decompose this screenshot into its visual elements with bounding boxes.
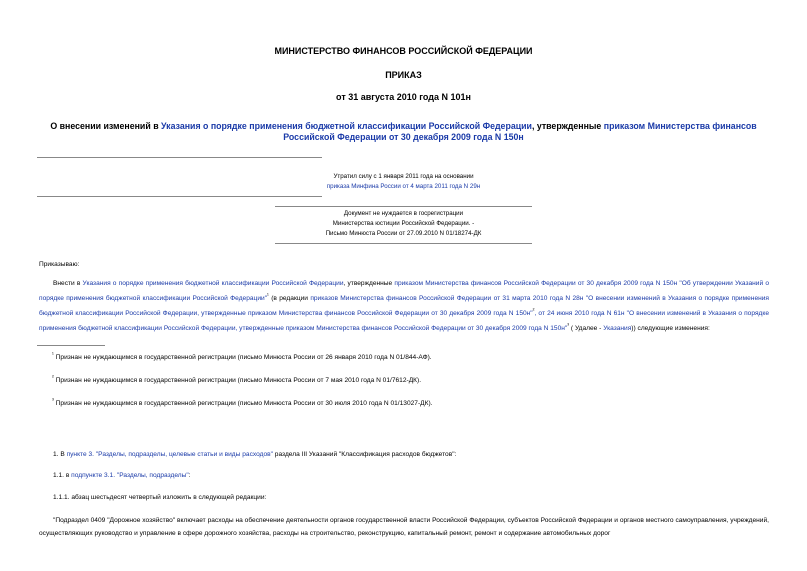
item-1-1-link[interactable]: подпункте 3.1. "Разделы, подразделы" (71, 472, 189, 479)
item-1-link[interactable]: пункте 3. "Разделы, подразделы, целевые статьи и виды расходов" (66, 451, 273, 458)
intro-link-order-61n[interactable]: , от 24 июня 2010 года N 61н "О внесении изменений в Указания о порядке применения бюджетной классификации Российской Федерации, утвержденные приказом Министерства финансов Российской Федерации от 30 декабря 2009 года N 150н" (39, 310, 769, 333)
footnote-mark: ² (52, 375, 54, 381)
footnote-mark: ³ (52, 398, 54, 404)
intro-text-5: ( Удалее - (569, 325, 604, 333)
title-text-2: , утвержденные (531, 121, 604, 131)
item-1 (53, 449, 456, 461)
intro-link-order-28n[interactable]: приказов Министерства финансов Российской Федерации от 31 марта 2010 года N 28н "О внесении изменений в Указания о порядке применения бюджетной классификации Российской Федерации, утвержденные приказом Министерства финансов Российской Федерации от 30 декабря 2009 года N 150н" (39, 295, 770, 318)
registration-note (275, 209, 532, 239)
footnote-2 (52, 373, 421, 387)
order-word: Приказываю: (39, 261, 80, 268)
footnote-text: Признан не нуждающимся в государственной регистрации (письмо Минюста России от 7 мая 2010 года N 01/7612-ДК). (53, 377, 422, 385)
registration-note-line3: Письмо Минюста России от 27.09.2010 N 01/18274-ДК (325, 230, 482, 237)
footnote-ref-2[interactable]: ² (532, 308, 535, 315)
footnote-1 (52, 350, 432, 364)
title-link-order-150n[interactable]: приказом Министерства финансов Российской Федерации от 30 декабря 2009 года N 150н (283, 121, 757, 142)
ministry-heading: МИНИСТЕРСТВО ФИНАНСОВ РОССИЙСКОЙ ФЕДЕРАЦИИ (274, 46, 533, 56)
item-1-text: 1. В (53, 451, 67, 458)
intro-text-2: , утвержденные (343, 280, 395, 287)
quoted-paragraph: "Подраздел 0409 "Дорожное хозяйство" включает расходы на обеспечение деятельности органов государственной власти Российской Федерации, субъектов Российской Федерации и органов местного самоуправления, учреждений, осуществляющих руководство и управление в сфере дорожного хозяйства, расходы на строительство, реконструкцию, капитальный ремонт, ремонт и содержание автомобильных дорог (39, 517, 769, 537)
registration-note-line2: Министерства юстиции Российской Федерации. - (332, 220, 475, 227)
footnote-text: Признан не нуждающимся в государственной регистрации (письмо Минюста России от 30 июля 2010 года N 01/13027-ДК). (53, 400, 433, 408)
doc-date-number: от 31 августа 2010 года N 101н (336, 92, 471, 102)
footnote-mark: ¹ (52, 352, 54, 358)
intro-text-6: )) следующие изменения: (631, 325, 710, 333)
divider (275, 243, 532, 244)
divider (37, 157, 322, 158)
intro-paragraph (39, 277, 769, 336)
item-1-1-1: 1.1.1. абзац шестьдесят четвертый изложить в следующей редакции: (53, 494, 267, 501)
footnote-3 (52, 396, 433, 410)
doc-type-heading: ПРИКАЗ (385, 70, 422, 80)
footnote-divider (37, 345, 105, 346)
void-note-line1: Утратил силу с 1 января 2011 года на основании (333, 173, 474, 180)
intro-text-1: Внести в (53, 280, 83, 287)
item-1-text-2: раздела III Указаний "Классификация расходов бюджетов": (272, 451, 457, 458)
void-note-link[interactable]: приказа Минфина России от 4 марта 2011 года N 29н (326, 183, 481, 190)
footnote-text: Признан не нуждающимся в государственной регистрации (письмо Минюста России от 26 января 2010 года N 01/844-АФ). (53, 354, 432, 362)
void-note (275, 172, 532, 192)
divider (275, 206, 532, 207)
item-1-1-text-2: : (188, 472, 191, 479)
registration-note-line1: Документ не нуждается в госрегистрации (343, 210, 464, 217)
intro-link-instructions[interactable]: Указания о порядке применения бюджетной классификации Российской Федерации (82, 280, 344, 287)
document-title (45, 121, 762, 143)
intro-link-order-150n[interactable]: приказом Министерства финансов Российской Федерации от 30 декабря 2009 года N 150н "Об утверждении Указаний о порядке применения бюджетной классификации Российской Федерации" (39, 280, 770, 303)
divider (37, 196, 322, 197)
footnote-ref-1[interactable]: ¹ (267, 293, 269, 299)
title-text-1: О внесении изменений в (50, 121, 162, 131)
title-link-instructions[interactable]: Указания о порядке применения бюджетной классификации Российской Федерации (161, 121, 532, 131)
intro-text-3: (в редакции (268, 295, 311, 303)
item-1-1 (53, 470, 191, 482)
item-1-1-text: 1.1. в (53, 472, 72, 479)
intro-link-instructions-short[interactable]: Указания (603, 325, 632, 333)
footnote-ref-3[interactable]: ³ (567, 323, 570, 330)
